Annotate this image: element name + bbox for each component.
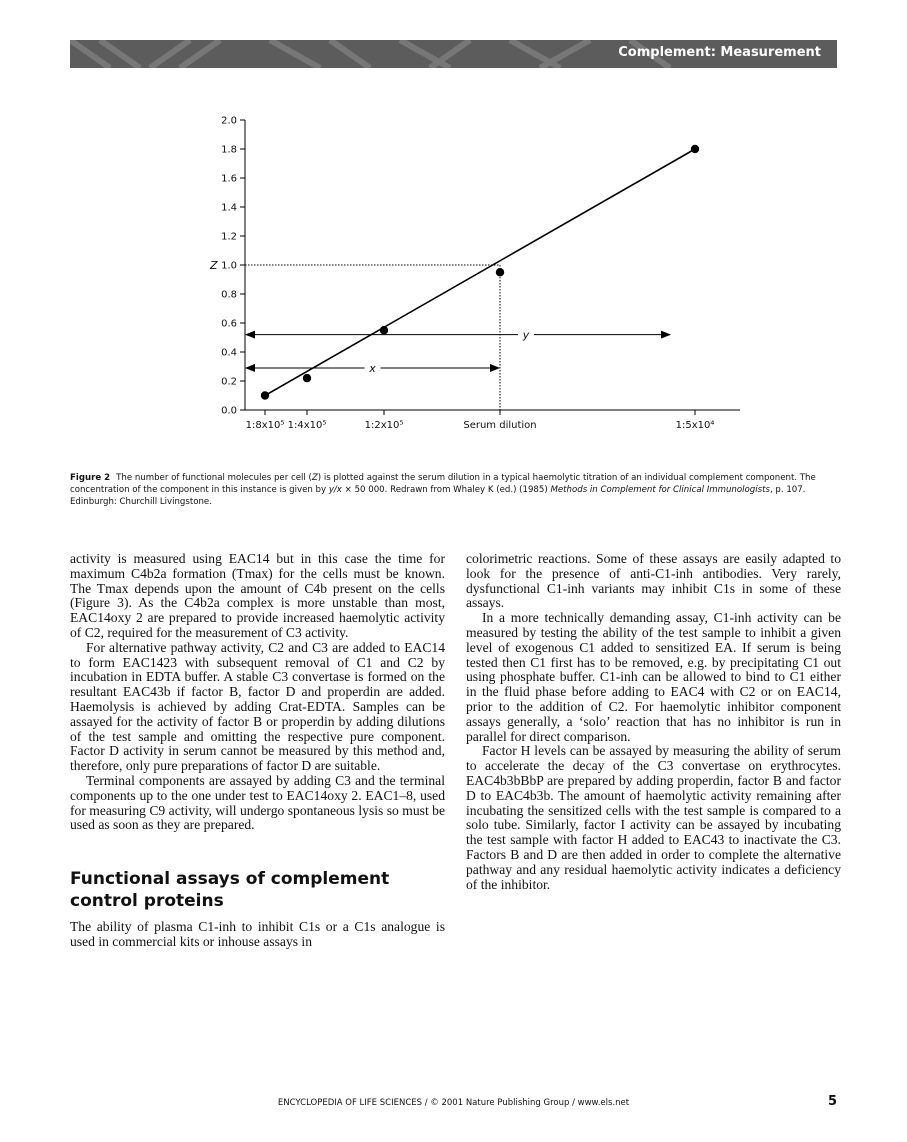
x-tick-label: 1:8x10⁵ <box>245 420 285 431</box>
fit-line <box>265 149 695 396</box>
footer: ENCYCLOPEDIA OF LIFE SCIENCES / © 2001 Nature Publishing Group / www.els.net <box>277 1098 630 1108</box>
y-tick-label: 1.8 <box>221 144 237 156</box>
page-header-banner <box>70 40 837 68</box>
y-tick-label: 1.4 <box>221 202 237 214</box>
caption-text: × 50 000. Redrawn from Whaley K (ed.) (1985) <box>341 485 551 495</box>
x-axis <box>245 410 740 431</box>
section-heading: Functional assays of complement control proteins <box>70 869 390 912</box>
caption-text: y/x <box>328 485 342 495</box>
right-column <box>466 552 841 892</box>
paragraph: The ability of plasma C1-inh to inhibit C1s or a C1s analogue is used in commercial kits or inhouse assays in <box>70 919 445 949</box>
paragraph: colorimetric reactions. Some of these assays are easily adapted to look for the presence of anti-C1-inh antibodies. Very rarely, dysfunctional C1-inh variants may inhibit C1s in some of these assays. <box>466 551 841 611</box>
paragraph: Factor H levels can be assayed by measuring the ability of serum to accelerate the decay of the C3 convertase on erythrocytes. EAC4b3bBbP are prepared by adding properdin, factor B and factor D to EAC4b3b. The amount of haemolytic activity remaining after incubating the sensitized cells with the test sample is compared to a solo tube. Similarly, factor I activity can be assayed by incubating the test sample with factor H added to EAC43 to inactivate the C3. Factors B and D are then added in order to complete the alternative pathway and any residual haemolytic activity indicates a deficiency of the inhibitor. <box>466 743 841 892</box>
y-tick-label: 0.2 <box>221 376 237 388</box>
paragraph: For alternative pathway activity, C2 and C3 are added to EAC14 to form EAC1423 with subsequent removal of C1 and C2 by incubation in EDTA buffer. A stable C3 convertase is formed on the resultant EAC43b if factor B, factor D and properdin are added. Haemolysis is achieved by adding Crat-EDTA. Samples can be assayed for the activity of factor B or properdin by adding dilutions of the test sample and omitting the respective pure component. Factor D activity in serum cannot be measured by this method and, therefore, only pure preparations of factor D are suitable. <box>70 639 445 774</box>
x-tick-label: Serum dilution <box>463 420 537 431</box>
y-tick-label: 1.2 <box>221 231 237 243</box>
caption-text: The number of functional molecules per cell ( <box>116 473 312 483</box>
y-tick-label: 2.0 <box>221 115 237 127</box>
page-number: 5 <box>827 1094 837 1109</box>
y-tick-label: 0.6 <box>221 318 237 330</box>
data-point <box>496 268 504 276</box>
y-tick-label: 1.6 <box>221 173 237 185</box>
caption-text: , p. 107. Edinburgh: Churchill Livingstone. <box>70 485 806 507</box>
y-tick-label: 0.0 <box>221 405 237 417</box>
caption-text: Z <box>311 473 318 483</box>
paragraph: Terminal components are assayed by adding C3 and the terminal components up to the one under test to EAC14oxy 2. EAC1–8, used for measuring C9 activity, will undergo spontaneous lysis so must be used as soon as they are prepared. <box>70 772 445 833</box>
figure-caption <box>70 472 840 508</box>
figure-label: Figure 2 <box>70 473 111 483</box>
paragraph: activity is measured using EAC14 but in this case the time for maximum C4b2a formation (Tmax) for the cells must be known. The Tmax depends upon the amount of C4b present on the cells (Figure 3). As the C4b2a complex is more unstable than most, EAC14oxy 2 are prepared to provide increased haemolytic activity of C2, required for the measurement of C3 activity. <box>70 551 445 640</box>
paragraph: In a more technically demanding assay, C1-inh activity can be measured by testing the ability of the test sample to inhibit a given level of exogenous C1 added to sensitized EA. If serum is being tested then C1 first has to be removed, e.g. by precipitating C1 out using phosphate buffer. C1-inh can be allowed to bind to C1 either in the fluid phase before adding to EAC4 with C2 or on EAC14, prior to the addition of C2. For haemolytic inhibitor component assays generally, a ‘solo’ reaction that has no inhibitor is run in parallel for direct comparison. <box>466 610 841 744</box>
data-point <box>691 145 699 153</box>
data-point <box>380 326 388 334</box>
data-point <box>261 391 269 399</box>
header-title: Complement: Measurement <box>618 45 821 60</box>
y-tick-label: 0.8 <box>221 289 237 301</box>
y-axis-label: Z <box>210 259 218 272</box>
serum-dilution-chart <box>190 110 750 440</box>
data-series <box>261 145 699 400</box>
left-column <box>70 552 445 950</box>
y-tick-label: 0.4 <box>221 347 237 359</box>
x-tick-label: 1:5x10⁴ <box>675 420 715 431</box>
x-tick-label: 1:2x10⁵ <box>364 420 404 431</box>
x-arrow-label: x <box>369 361 376 375</box>
y-axis <box>209 116 245 417</box>
caption-text: ) is plotted against the serum dilution in a typical haemolytic titration of an individual complement component. The concentration of the component in this instance is given by <box>70 473 816 495</box>
data-point <box>303 374 311 382</box>
y-tick-label: 1.0 <box>221 260 237 272</box>
caption-book-title: Methods in Complement for Clinical Immunologists <box>550 485 770 495</box>
y-arrow-label: y <box>522 328 530 342</box>
x-tick-label: 1:4x10⁵ <box>287 420 327 431</box>
guide-lines <box>245 265 670 410</box>
